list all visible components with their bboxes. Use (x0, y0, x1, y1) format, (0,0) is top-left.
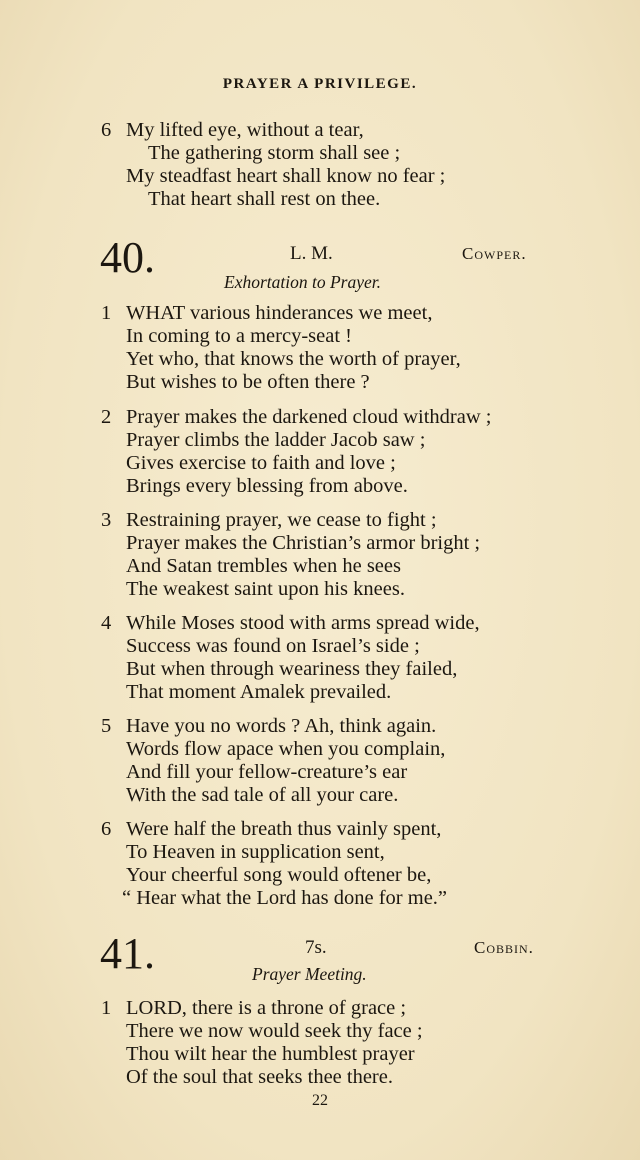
verse-line: Prayer makes the Christian’s armor bright ; (126, 532, 481, 554)
verse-line: Words flow apace when you complain, (126, 738, 446, 760)
verse-line: WHAT various hinderances we meet, (126, 302, 433, 324)
verse-line: Gives exercise to faith and love ; (126, 452, 396, 474)
page-number: 22 (312, 1092, 328, 1109)
verse-line: Restraining prayer, we cease to fight ; (126, 509, 437, 531)
running-header: PRAYER A PRIVILEGE. (222, 76, 418, 92)
verse-line: My steadfast heart shall know no fear ; (126, 165, 446, 187)
verse-number: 4 (101, 612, 112, 634)
verse-line: My lifted eye, without a tear, (126, 119, 364, 141)
verse-line: With the sad tale of all your care. (126, 784, 399, 806)
verse-number: 6 (101, 818, 112, 840)
verse-line: That heart shall rest on thee. (148, 188, 381, 210)
verse-number: 3 (101, 509, 112, 531)
verse-line: The weakest saint upon his knees. (126, 578, 405, 600)
verse-number: 6 (101, 119, 112, 141)
verse-line: But when through weariness they failed, (126, 658, 458, 680)
verse-line: Brings every blessing from above. (126, 475, 408, 497)
verse-line: And Satan trembles when he sees (126, 555, 401, 577)
verse-line: Success was found on Israel’s side ; (126, 635, 420, 657)
hymn-40-meter: L. M. (290, 243, 333, 264)
verse-line: Prayer makes the darkened cloud withdraw ; (126, 406, 492, 428)
hymn-40-author: Cowper. (462, 244, 527, 263)
verse-line: LORD, there is a throne of grace ; (126, 997, 407, 1019)
verse-number: 1 (101, 302, 112, 324)
hymn-41-number: 41. (100, 929, 155, 978)
verse-line: Of the soul that seeks thee there. (126, 1066, 393, 1088)
verse-line: There we now would seek thy face ; (126, 1020, 423, 1042)
verse-line: To Heaven in supplication sent, (126, 841, 385, 863)
verse-line: Were half the breath thus vainly spent, (126, 818, 442, 840)
verse-number: 2 (101, 406, 112, 428)
hymn-40-number: 40. (100, 233, 155, 282)
hymn-41-subtitle: Prayer Meeting. (252, 964, 367, 984)
hymn-41-author: Cobbin. (474, 938, 534, 957)
verse-line: But wishes to be often there ? (126, 371, 370, 393)
hymn-41-meter: 7s. (305, 937, 327, 958)
verse-number: 5 (101, 715, 112, 737)
verse-line: While Moses stood with arms spread wide, (126, 612, 480, 634)
verse-line: Prayer climbs the ladder Jacob saw ; (126, 429, 426, 451)
verse-line: That moment Amalek prevailed. (126, 681, 392, 703)
verse-line: The gathering storm shall see ; (148, 142, 401, 164)
verse-line: Have you no words ? Ah, think again. (126, 715, 437, 737)
hymn-40-subtitle: Exhortation to Prayer. (224, 272, 381, 292)
verse-line: Thou wilt hear the humblest prayer (126, 1043, 415, 1065)
verse-line: “ Hear what the Lord has done for me.” (122, 887, 448, 909)
verse-line: Yet who, that knows the worth of prayer, (126, 348, 461, 370)
verse-number: 1 (101, 997, 112, 1019)
verse-line: In coming to a mercy-seat ! (126, 325, 352, 347)
verse-line: And fill your fellow-creature’s ear (126, 761, 408, 783)
verse-line: Your cheerful song would oftener be, (126, 864, 432, 886)
